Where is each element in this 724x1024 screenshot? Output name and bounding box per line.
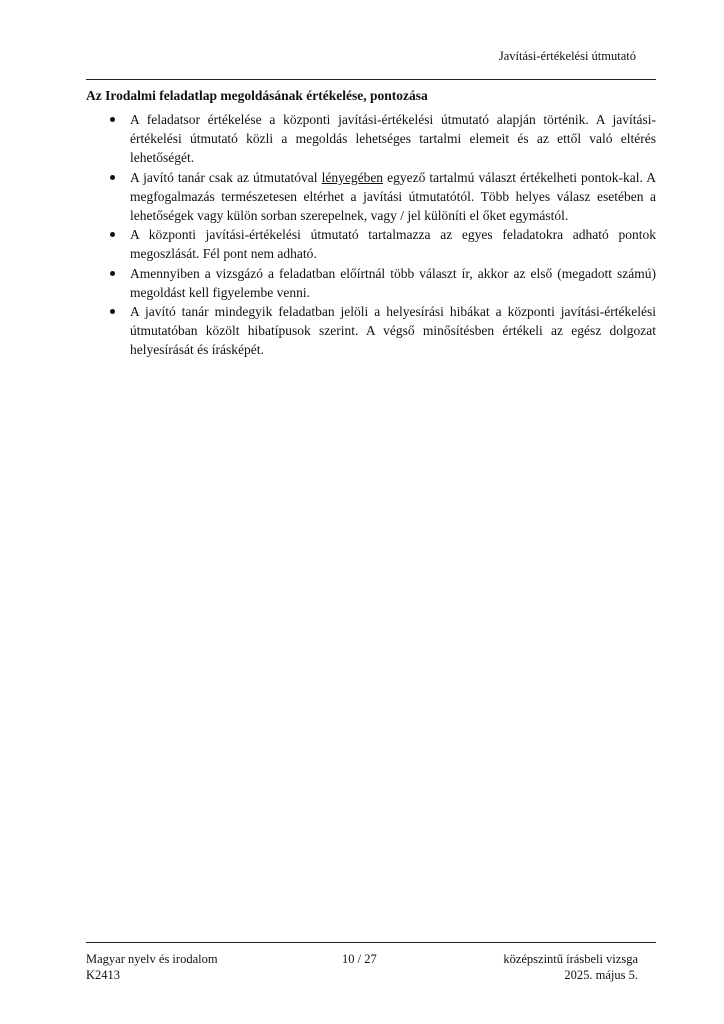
bullet-icon — [110, 309, 115, 314]
list-item — [86, 110, 656, 168]
running-header: Javítási-értékelési útmutató — [498, 49, 636, 63]
footer-date: 2025. május 5. — [564, 968, 638, 982]
list-item-text-start: A javító tanár csak az útmutatóval — [130, 169, 322, 185]
list-item-text: A javító tanár mindegyik feladatban jelöli a helyesírási hibákat a központi javítási-értékelési útmutatóban közölt hibatípusok szerint. A végső minősítésben értékeli az egész dolgozat helyesírását és írásképét. — [130, 304, 656, 358]
list-item — [86, 225, 656, 263]
footer-right — [503, 951, 638, 983]
header-rule — [86, 79, 656, 80]
section-title: Az Irodalmi feladatlap megoldásának értékelése, pontozása — [86, 88, 428, 103]
list-item — [86, 168, 656, 226]
list-item — [86, 302, 656, 360]
footer-left — [86, 951, 218, 983]
footer-exam-level: középszintű írásbeli vizsga — [503, 952, 638, 966]
footer-rule — [86, 942, 656, 943]
bullet-icon — [110, 117, 115, 122]
bullet-icon — [110, 232, 115, 237]
list-item-text: A feladatsor értékelése a központi javítási-értékelési útmutató alapján történik. A javítási-értékelési útmutató közli a megoldás lehetséges tartalmi elemeit és az ettől való eltérés lehetőségét. — [130, 112, 656, 166]
guidelines-list — [86, 110, 656, 360]
footer-code: K2413 — [86, 968, 121, 982]
list-item-text: A központi javítási-értékelési útmutató tartalmazza az egyes feladatokra adható pontok megoszlását. Fél pont nem adható. — [130, 227, 656, 262]
list-item — [86, 264, 656, 302]
bullet-icon — [110, 175, 115, 180]
list-item-text-end: egyező tartalmú választ értékelheti pontok-kal. A megfogalmazás természetesen eltérhet a javítási útmutatótól. Több helyes válasz esetében a lehetőségek vagy külön sorban szerepelnek, vagy / jel különíti el őket egymástól. — [130, 169, 656, 224]
page-number: 10 / 27 — [342, 952, 377, 966]
underlined-word: lényegében — [321, 169, 384, 185]
list-item-text: Amennyiben a vizsgázó a feladatban előírtnál több választ ír, akkor az első (megadott számú) megoldást kell figyelembe venni. — [130, 265, 656, 300]
footer-subject: Magyar nyelv és irodalom — [86, 952, 218, 966]
bullet-icon — [110, 271, 115, 276]
